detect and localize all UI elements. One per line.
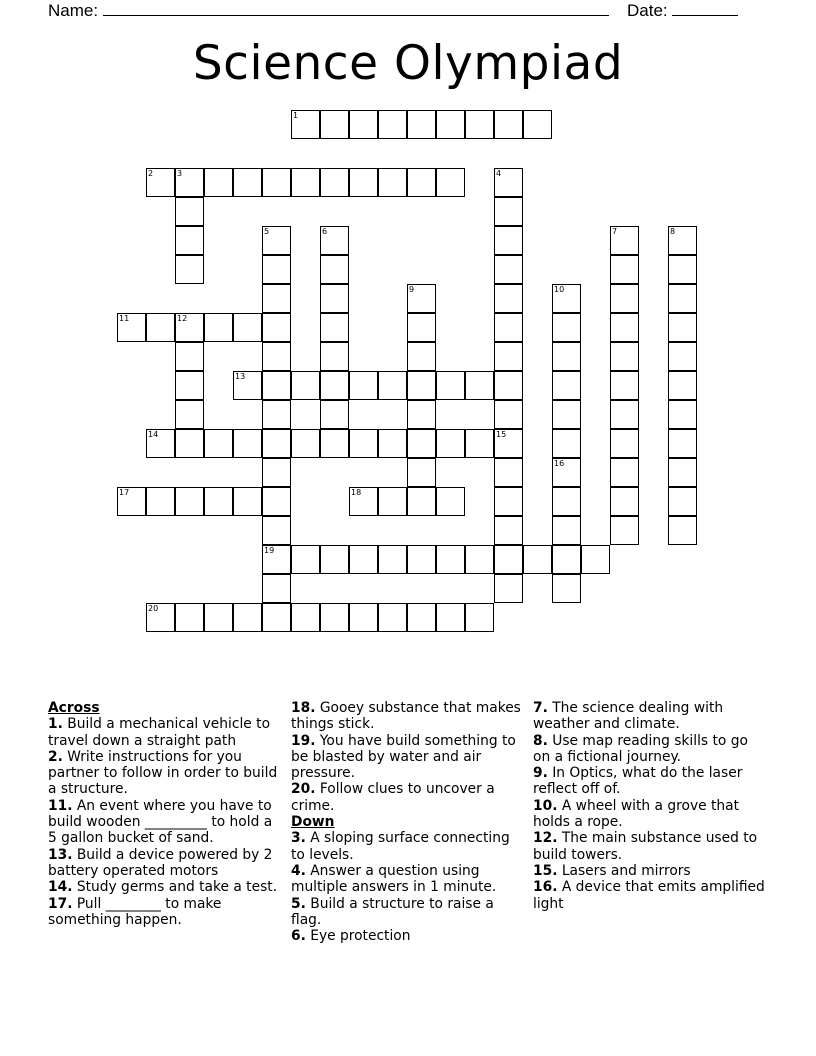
clue-text: Study germs and take a test.	[72, 879, 278, 896]
grid-cell[interactable]	[668, 342, 697, 371]
grid-cell[interactable]	[262, 603, 291, 632]
grid-cell[interactable]	[523, 545, 552, 574]
grid-cell[interactable]	[610, 371, 639, 400]
grid-cell[interactable]	[262, 255, 291, 284]
grid-cell[interactable]	[610, 284, 639, 313]
across-clue-list-continued	[291, 700, 523, 814]
grid-cell[interactable]	[291, 110, 320, 139]
clue-item	[291, 733, 523, 782]
clue-text: You have build something to be blasted by water and air pressure.	[291, 732, 516, 782]
clue-text: Build a mechanical vehicle to travel down a straight path	[48, 716, 271, 749]
grid-cell[interactable]	[262, 574, 291, 603]
grid-cell[interactable]	[494, 168, 523, 197]
grid-cell[interactable]	[320, 284, 349, 313]
cell-number: 20	[148, 604, 159, 613]
clue-text: A wheel with a grove that holds a rope.	[533, 797, 740, 831]
grid-cell[interactable]	[117, 487, 146, 516]
grid-cell[interactable]	[407, 284, 436, 313]
clue-text: Lasers and mirrors	[557, 862, 691, 879]
grid-cell[interactable]	[320, 603, 349, 632]
clue-number: 15.	[533, 862, 558, 879]
grid-cell[interactable]	[204, 429, 233, 458]
grid-cell[interactable]	[494, 574, 523, 603]
grid-cell[interactable]	[175, 429, 204, 458]
down-clue-list-continued	[533, 700, 769, 912]
clue-number: 9.	[533, 765, 548, 782]
clue-item	[291, 700, 523, 733]
grid-cell[interactable]	[610, 255, 639, 284]
grid-cell[interactable]	[523, 110, 552, 139]
grid-cell[interactable]	[204, 603, 233, 632]
clues-column-1	[48, 700, 280, 928]
grid-cell[interactable]	[494, 516, 523, 545]
clue-number: 10.	[533, 797, 558, 814]
clue-number: 7.	[533, 700, 548, 716]
grid-cell[interactable]	[146, 487, 175, 516]
grid-cell[interactable]	[291, 168, 320, 197]
grid-cell[interactable]	[407, 487, 436, 516]
clue-text: Write instructions for you partner to follow in order to build a structure.	[48, 748, 278, 798]
grid-cell[interactable]	[552, 487, 581, 516]
down-heading: Down	[291, 814, 335, 831]
grid-cell[interactable]	[233, 168, 262, 197]
grid-cell[interactable]	[175, 226, 204, 255]
grid-cell[interactable]	[349, 545, 378, 574]
clue-number: 20.	[291, 781, 316, 798]
grid-cell[interactable]	[610, 400, 639, 429]
down-clue-list	[291, 830, 523, 944]
grid-cell[interactable]	[407, 313, 436, 342]
cell-number: 19	[264, 546, 275, 555]
grid-cell[interactable]	[407, 110, 436, 139]
grid-cell[interactable]	[552, 284, 581, 313]
clue-number: 16.	[533, 879, 558, 896]
across-clue-list	[48, 716, 280, 928]
grid-cell[interactable]	[407, 342, 436, 371]
clue-item	[291, 928, 523, 944]
grid-cell[interactable]	[175, 255, 204, 284]
name-label: Name:	[48, 1, 99, 20]
clue-text: A device that emits amplified light	[533, 879, 765, 912]
grid-cell[interactable]	[146, 168, 175, 197]
clue-item	[291, 830, 523, 863]
cell-number: 9	[409, 285, 415, 294]
grid-cell[interactable]	[233, 429, 262, 458]
grid-cell[interactable]	[436, 603, 465, 632]
grid-cell[interactable]	[610, 458, 639, 487]
clue-text: Use map reading skills to go on a fictional journey.	[533, 732, 748, 765]
clue-text: Gooey substance that makes things stick.	[291, 700, 521, 733]
grid-cell[interactable]	[494, 313, 523, 342]
grid-cell[interactable]	[552, 313, 581, 342]
grid-cell[interactable]	[378, 603, 407, 632]
grid-cell[interactable]	[262, 545, 291, 574]
grid-cell[interactable]	[436, 168, 465, 197]
grid-cell[interactable]	[262, 226, 291, 255]
grid-cell[interactable]	[175, 487, 204, 516]
clue-text: Follow clues to uncover a crime.	[291, 781, 495, 814]
cell-number: 17	[119, 488, 130, 497]
grid-cell[interactable]	[407, 371, 436, 400]
grid-cell[interactable]	[494, 342, 523, 371]
grid-cell[interactable]	[175, 400, 204, 429]
grid-cell[interactable]	[378, 487, 407, 516]
grid-cell[interactable]	[668, 284, 697, 313]
grid-cell[interactable]	[291, 545, 320, 574]
grid-cell[interactable]	[320, 168, 349, 197]
grid-cell[interactable]	[349, 429, 378, 458]
grid-cell[interactable]	[465, 110, 494, 139]
grid-cell[interactable]	[494, 110, 523, 139]
clue-item	[533, 863, 769, 879]
grid-cell[interactable]	[494, 487, 523, 516]
grid-cell[interactable]	[291, 371, 320, 400]
grid-cell[interactable]	[378, 545, 407, 574]
date-label: Date:	[627, 1, 668, 20]
grid-cell[interactable]	[262, 371, 291, 400]
clue-number: 1.	[48, 716, 63, 733]
grid-cell[interactable]	[610, 226, 639, 255]
clue-number: 12.	[533, 830, 558, 847]
clue-item	[533, 765, 769, 798]
grid-cell[interactable]	[378, 110, 407, 139]
clue-number: 4.	[291, 862, 306, 879]
grid-cell[interactable]	[233, 371, 262, 400]
grid-cell[interactable]	[552, 371, 581, 400]
grid-cell[interactable]	[378, 168, 407, 197]
grid-cell[interactable]	[407, 545, 436, 574]
cell-number: 15	[496, 430, 507, 439]
cell-number: 11	[119, 314, 130, 323]
grid-cell[interactable]	[117, 313, 146, 342]
grid-cell[interactable]	[494, 284, 523, 313]
grid-cell[interactable]	[407, 168, 436, 197]
grid-cell[interactable]	[407, 603, 436, 632]
grid-cell[interactable]	[465, 545, 494, 574]
grid-cell[interactable]	[610, 342, 639, 371]
clue-text: The science dealing with weather and climate.	[533, 700, 724, 733]
clue-item	[291, 863, 523, 896]
cell-number: 18	[351, 488, 362, 497]
clue-item	[533, 798, 769, 831]
grid-cell[interactable]	[175, 371, 204, 400]
grid-cell[interactable]	[494, 255, 523, 284]
grid-cell[interactable]	[320, 255, 349, 284]
clue-item	[291, 896, 523, 929]
cell-number: 10	[554, 285, 565, 294]
cell-number: 12	[177, 314, 188, 323]
grid-cell[interactable]	[233, 603, 262, 632]
grid-cell[interactable]	[320, 400, 349, 429]
clue-text: Build a structure to raise a flag.	[291, 895, 494, 928]
clue-item	[48, 896, 280, 929]
grid-cell[interactable]	[610, 429, 639, 458]
clue-number: 3.	[291, 830, 306, 847]
cell-number: 4	[496, 169, 502, 178]
grid-cell[interactable]	[175, 313, 204, 342]
grid-cell[interactable]	[552, 429, 581, 458]
grid-cell[interactable]	[668, 487, 697, 516]
grid-cell[interactable]	[494, 371, 523, 400]
grid-cell[interactable]	[262, 313, 291, 342]
grid-cell[interactable]	[378, 429, 407, 458]
clue-number: 8.	[533, 732, 548, 749]
grid-cell[interactable]	[320, 429, 349, 458]
grid-cell[interactable]	[494, 458, 523, 487]
grid-cell[interactable]	[581, 545, 610, 574]
clue-text: Answer a question using multiple answers in 1 minute.	[291, 862, 497, 896]
clue-text: An event where you have to build wooden _________ to hold a 5 gallon bucket of sand.	[48, 797, 273, 847]
clue-number: 17.	[48, 895, 73, 912]
grid-cell[interactable]	[436, 429, 465, 458]
clue-text: Eye protection	[305, 928, 411, 945]
grid-cell[interactable]	[436, 487, 465, 516]
clue-number: 2.	[48, 748, 63, 765]
grid-cell[interactable]	[233, 313, 262, 342]
grid-cell[interactable]	[465, 603, 494, 632]
clue-text: Pull ________ to make something happen.	[48, 895, 222, 928]
clue-number: 5.	[291, 895, 306, 912]
grid-cell[interactable]	[146, 313, 175, 342]
grid-cell[interactable]	[407, 429, 436, 458]
grid-cell[interactable]	[378, 371, 407, 400]
grid-cell[interactable]	[407, 458, 436, 487]
grid-cell[interactable]	[233, 487, 262, 516]
cell-number: 14	[148, 430, 159, 439]
clue-item	[48, 879, 280, 895]
grid-cell[interactable]	[175, 603, 204, 632]
grid-cell[interactable]	[146, 603, 175, 632]
cell-number: 7	[612, 227, 618, 236]
cell-number: 13	[235, 372, 246, 381]
grid-cell[interactable]	[349, 603, 378, 632]
grid-cell[interactable]	[407, 400, 436, 429]
grid-cell[interactable]	[494, 545, 523, 574]
clue-text: The main substance used to build towers.	[533, 830, 758, 863]
clue-text: Build a device powered by 2 battery operated motors	[48, 846, 273, 879]
grid-cell[interactable]	[552, 545, 581, 574]
grid-cell[interactable]	[436, 371, 465, 400]
clue-item	[533, 879, 769, 912]
clue-text: In Optics, what do the laser reflect off of.	[533, 765, 743, 798]
clue-item	[533, 733, 769, 766]
grid-cell[interactable]	[146, 429, 175, 458]
clue-number: 14.	[48, 879, 73, 896]
grid-cell[interactable]	[552, 400, 581, 429]
grid-cell[interactable]	[204, 313, 233, 342]
cell-number: 3	[177, 169, 183, 178]
clue-item	[48, 716, 280, 749]
clue-item	[48, 749, 280, 798]
grid-cell[interactable]	[552, 458, 581, 487]
grid-cell[interactable]	[668, 226, 697, 255]
grid-cell[interactable]	[465, 371, 494, 400]
grid-cell[interactable]	[610, 516, 639, 545]
grid-cell[interactable]	[668, 516, 697, 545]
grid-cell[interactable]	[175, 342, 204, 371]
grid-cell[interactable]	[668, 371, 697, 400]
clue-number: 11.	[48, 797, 73, 814]
grid-cell[interactable]	[349, 371, 378, 400]
grid-cell[interactable]	[204, 168, 233, 197]
cell-number: 1	[293, 111, 299, 120]
cell-number: 6	[322, 227, 328, 236]
grid-cell[interactable]	[175, 168, 204, 197]
grid-cell[interactable]	[320, 226, 349, 255]
clues-column-3	[533, 700, 769, 912]
cell-number: 5	[264, 227, 270, 236]
grid-cell[interactable]	[552, 516, 581, 545]
grid-cell[interactable]	[262, 168, 291, 197]
grid-cell[interactable]	[262, 516, 291, 545]
grid-cell[interactable]	[349, 168, 378, 197]
grid-cell[interactable]	[436, 110, 465, 139]
grid-cell[interactable]	[291, 429, 320, 458]
grid-cell[interactable]	[668, 400, 697, 429]
grid-cell[interactable]	[494, 226, 523, 255]
clue-number: 6.	[291, 928, 306, 945]
grid-cell[interactable]	[436, 545, 465, 574]
grid-cell[interactable]	[349, 110, 378, 139]
across-heading: Across	[48, 700, 100, 716]
grid-cell[interactable]	[552, 342, 581, 371]
grid-cell[interactable]	[494, 400, 523, 429]
grid-cell[interactable]	[262, 458, 291, 487]
clue-item	[48, 798, 280, 847]
grid-cell[interactable]	[320, 110, 349, 139]
grid-cell[interactable]	[668, 313, 697, 342]
grid-cell[interactable]	[320, 342, 349, 371]
grid-cell[interactable]	[262, 400, 291, 429]
grid-cell[interactable]	[610, 313, 639, 342]
grid-cell[interactable]	[262, 342, 291, 371]
clue-item	[533, 830, 769, 863]
clue-number: 13.	[48, 846, 73, 863]
grid-cell[interactable]	[465, 429, 494, 458]
clues-column-2	[291, 700, 523, 944]
grid-cell[interactable]	[291, 603, 320, 632]
grid-cell[interactable]	[668, 255, 697, 284]
cell-number: 2	[148, 169, 154, 178]
clue-item	[291, 781, 523, 814]
clue-number: 18.	[291, 700, 316, 716]
grid-cell[interactable]	[668, 458, 697, 487]
grid-cell[interactable]	[262, 429, 291, 458]
grid-cell[interactable]	[494, 197, 523, 226]
grid-cell[interactable]	[494, 429, 523, 458]
grid-cell[interactable]	[552, 574, 581, 603]
grid-cell[interactable]	[320, 545, 349, 574]
clue-item	[533, 700, 769, 733]
cell-number: 16	[554, 459, 565, 468]
grid-cell[interactable]	[175, 197, 204, 226]
grid-cell[interactable]	[262, 284, 291, 313]
grid-cell[interactable]	[320, 371, 349, 400]
grid-cell[interactable]	[204, 487, 233, 516]
grid-cell[interactable]	[668, 429, 697, 458]
cell-number: 8	[670, 227, 676, 236]
clue-number: 19.	[291, 732, 316, 749]
clue-item	[48, 847, 280, 880]
grid-cell[interactable]	[320, 313, 349, 342]
page-title: Science Olympiad	[192, 36, 624, 91]
grid-cell[interactable]	[349, 487, 378, 516]
grid-cell[interactable]	[262, 487, 291, 516]
clue-text: A sloping surface connecting to levels.	[291, 830, 510, 863]
grid-cell[interactable]	[610, 487, 639, 516]
